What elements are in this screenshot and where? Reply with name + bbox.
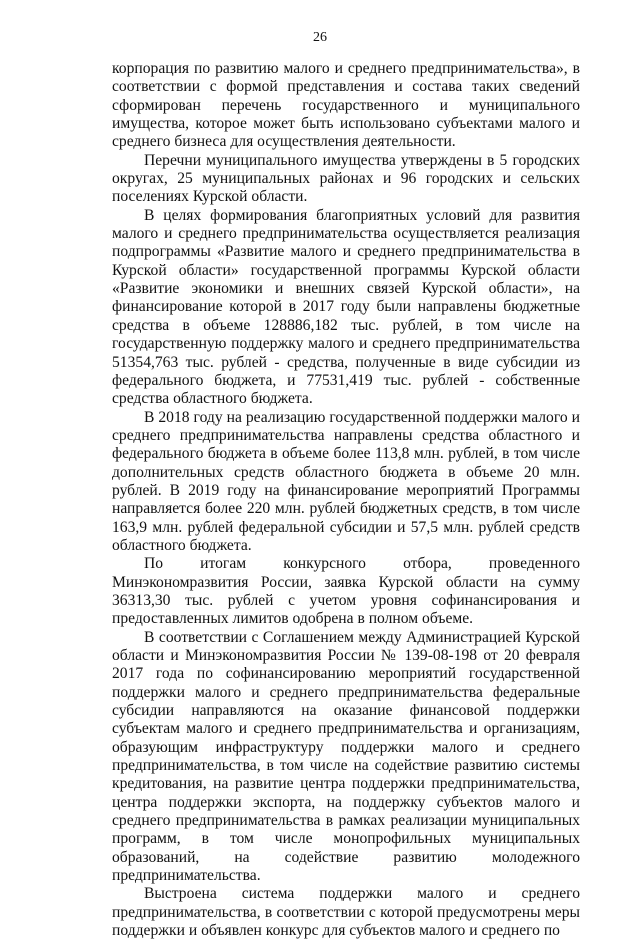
paragraph-continuation: корпорация по развитию малого и среднего предпринимательства», в соответствии с формой представления и состава таких сведений сформирован перечень государственного и муниципального имущества, которое может быть использовано субъектами малого и среднего бизнеса для осуществления деятельности.	[112, 60, 580, 151]
paragraph-agreement-subsidies: В соответствии с Соглашением между Администрацией Курской области и Минэкономразвития России № 139-08-198 от 20 февраля 2017 года по софинансированию мероприятий государственной поддержки малого и среднего предпринимательства федеральные субсидии направляются на оказание финансовой поддержки субъектам малого и среднего предпринимательства и организациям, образующим инфраструктуру поддержки малого и среднего предпринимательства, в том числе на содействие развитию системы кредитования, на развитие центра поддержки предпринимательства, центра поддержки экспорта, на поддержку субъектов малого и среднего предпринимательства в рамках реализации муниципальных программ, в том числе монопрофильных муниципальных образований, на содействие развитию молодежного предпринимательства.	[112, 628, 580, 885]
paragraph-competitive-selection: По итогам конкурсного отбора, проведенного Минэкономразвития России, заявка Курской области на сумму 36313,30 тыс. рублей с учетом уровня софинансирования и предоставленных лимитов одобрена в полном объеме.	[112, 555, 580, 628]
paragraph-municipal-property-lists: Перечни муниципального имущества утверждены в 5 городских округах, 25 муниципальных районах и 96 городских и сельских поселениях Курской области.	[112, 151, 580, 206]
paragraph-subprogram-funding-2017: В целях формирования благоприятных условий для развития малого и среднего предпринимательства осуществляется реализация подпрограммы «Развитие малого и среднего предпринимательства в Курской области» государственной программы Курской области «Развитие экономики и внешних связей Курской области», на финансирование которой в 2017 году были направлены бюджетные средства в объеме 128886,182 тыс. рублей, в том числе на государственную поддержку малого и среднего предпринимательства 51354,763 тыс. рублей - средства, полученные в виде субсидии из федерального бюджета, и 77531,419 тыс. рублей - собственные средства областного бюджета.	[112, 206, 580, 408]
body-text	[112, 60, 580, 941]
paragraph-support-system: Выстроена система поддержки малого и среднего предпринимательства, в соответствии с которой предусмотрены меры поддержки и объявлен конкурс для субъектов малого и среднего по	[112, 885, 580, 940]
paragraph-support-2018-2019: В 2018 году на реализацию государственной поддержки малого и среднего предпринимательства направлены средства областного и федерального бюджета в объеме более 113,8 млн. рублей, в том числе дополнительных средств областного бюджета в объеме 20 млн. рублей. В 2019 году на финансирование мероприятий Программы направляется более 220 млн. рублей бюджетных средств, в том числе 163,9 млн. рублей федеральной субсидии и 57,5 млн. рублей средств областного бюджета.	[112, 408, 580, 554]
page-number: 26	[313, 30, 327, 45]
